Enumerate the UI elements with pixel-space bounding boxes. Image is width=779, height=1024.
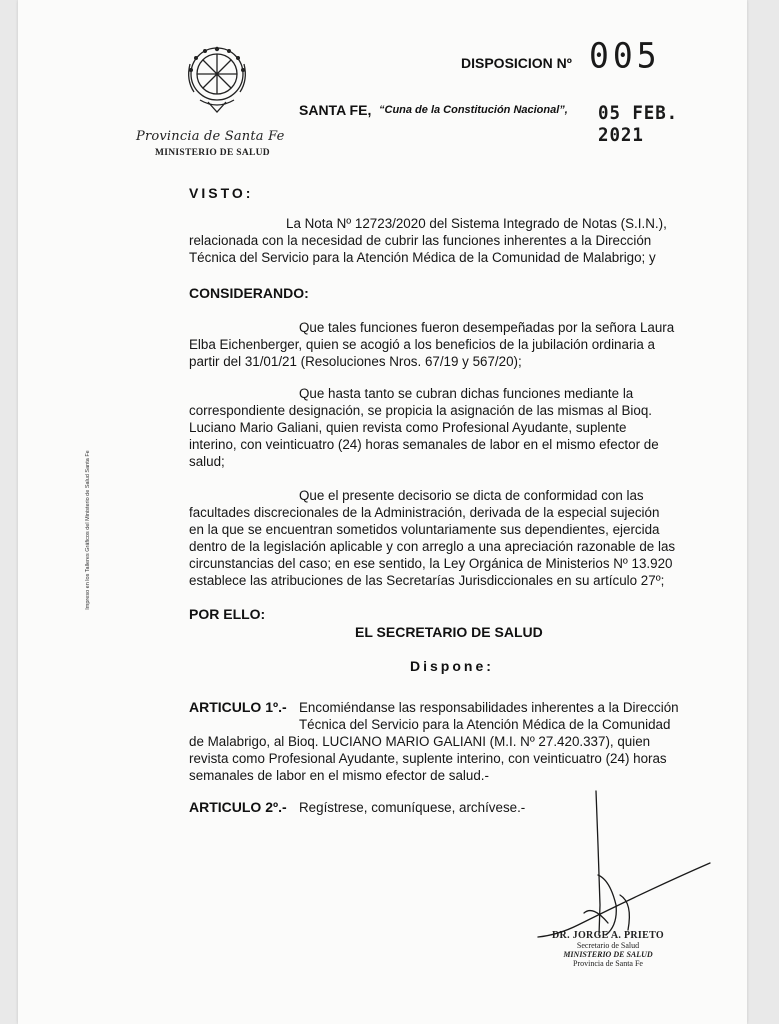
considerando-p2-line-4: interino, con veinticuatro (24) horas semanales de labor en el mismo efector de: [189, 437, 659, 452]
handwritten-signature: [498, 785, 738, 945]
articulo-1-label: ARTICULO 1º.-: [189, 699, 287, 715]
visto-line-1: La Nota Nº 12723/2020 del Sistema Integrado de Notas (S.I.N.),: [286, 216, 667, 231]
considerando-p3-line-3: en la que se encuentran sometidos voluntariamente sus dependientes, ejercida: [189, 522, 660, 537]
articulo-2-label: ARTICULO 2º.-: [189, 799, 287, 815]
considerando-p3-line-5: circunstancias del caso; en ese sentido, la Ley Orgánica de Ministerios Nº 13.920: [189, 556, 673, 571]
articulo-1-line-2: Técnica del Servicio para la Atención Médica de la Comunidad: [299, 717, 671, 732]
city-motto: “Cuna de la Constitución Nacional”,: [379, 104, 568, 116]
considerando-p2-line-5: salud;: [189, 454, 225, 469]
considerando-p3-line-2: facultades discrecionales de la Administración, derivada de la especial sujeción: [189, 505, 660, 520]
considerando-p1-line-2: Elba Eichenberger, quien se acogió a los beneficios de la jubilación ordinaria a: [189, 337, 656, 352]
considerando-p2-line-1: Que hasta tanto se cubran dichas funciones mediante la: [299, 386, 634, 401]
articulo-1-line-5: semanales de labor en el mismo efector de salud.-: [189, 768, 489, 783]
considerando-p2-line-3: Luciano Mario Galiani, quien revista como Profesional Ayudante, suplente: [189, 420, 627, 435]
articulo-2-text: Regístrese, comuníquese, archívese.-: [299, 800, 526, 815]
considerando-p2-line-2: correspondiente designación, se propicia la asignación de las mismas al Bioq.: [189, 403, 652, 418]
disposicion-number: 005: [589, 35, 661, 76]
printer-side-note-text: Impreso en los Talleres Gráficos del Ministerio de Salud Santa Fe: [85, 450, 91, 610]
considerando-heading: CONSIDERANDO:: [189, 285, 309, 301]
articulo-1-line-3: de Malabrigo, al Bioq. LUCIANO MARIO GALIANI (M.I. Nº 27.420.337), quien: [189, 734, 651, 749]
visto-line-2: relacionada con la necesidad de cubrir las funciones inherentes a la Dirección: [189, 233, 652, 248]
province-name: Provincia de Santa Fe: [136, 129, 285, 144]
por-ello-heading: POR ELLO:: [189, 606, 266, 622]
city-name: SANTA FE,: [299, 102, 372, 118]
dispone-heading: Dispone:: [410, 658, 494, 674]
signatory-ministry: MINISTERIO DE SALUD: [563, 950, 653, 959]
disposicion-label: DISPOSICION Nº: [461, 55, 572, 71]
ministry-name: MINISTERIO DE SALUD: [155, 148, 270, 158]
considerando-p3-line-4: dentro de la legislación aplicable y con arreglo a una apreciación razonable de las: [189, 539, 676, 554]
date-stamp: 05 FEB. 2021: [598, 102, 679, 146]
signatory-title: Secretario de Salud: [576, 941, 640, 950]
visto-line-3: Técnica del Servicio para la Atención Médica de la Comunidad de Malabrigo; y: [189, 250, 656, 265]
considerando-p3-line-6: establece las atribuciones de las Secretarías Jurisdiccionales en su artículo 27º;: [189, 573, 665, 588]
considerando-p1-line-3: partir del 31/01/21 (Resoluciones Nros. 67/19 y 567/20);: [189, 354, 522, 369]
considerando-p1-line-1: Que tales funciones fueron desempeñadas por la señora Laura: [299, 320, 675, 335]
articulo-1-line-4: revista como Profesional Ayudante, suplente interino, con veinticuatro (24) horas: [189, 751, 667, 766]
signatory-province: Provincia de Santa Fe: [573, 959, 643, 968]
printer-side-note: [80, 440, 96, 620]
signature-block: [538, 930, 678, 968]
authority-heading: EL SECRETARIO DE SALUD: [355, 624, 543, 640]
visto-heading: VISTO:: [189, 185, 254, 201]
signatory-name: DR. JORGE A. PRIETO: [552, 930, 664, 941]
document-page: [18, 0, 747, 1024]
province-crest-icon: [180, 40, 254, 116]
considerando-p3-line-1: Que el presente decisorio se dicta de conformidad con las: [299, 488, 644, 503]
articulo-1-line-1: Encomiéndanse las responsabilidades inherentes a la Dirección: [299, 700, 679, 715]
